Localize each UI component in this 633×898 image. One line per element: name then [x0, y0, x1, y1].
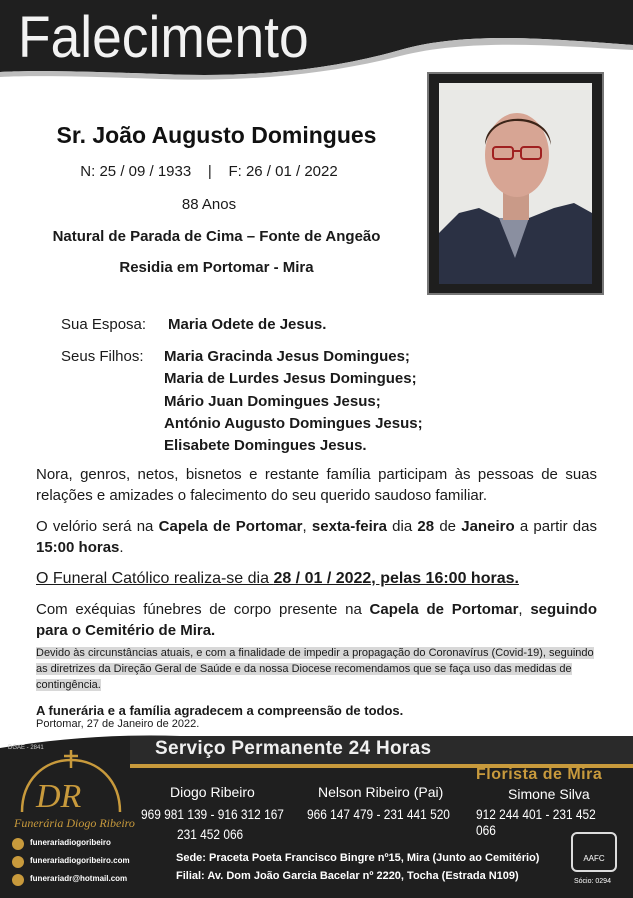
child-name: Mário Juan Domingues Jesus; [164, 393, 381, 410]
instagram-icon [12, 856, 24, 868]
contact-phones: 969 981 139 - 916 312 167 [141, 806, 284, 822]
funeral-info: O Funeral Católico realiza-se dia 28 / 01 / 2022, pelas 16:00 horas. [36, 570, 519, 587]
place-date: Portomar, 27 de Janeiro de 2022. [36, 718, 200, 730]
logo-name: Funerária Diogo Ribeiro [14, 816, 135, 830]
family-announcement: Nora, genros, netos, bisnetos e restante família participam às pessoas de suas relações e amizades o falecimento do seu querido saudoso familiar. [36, 466, 597, 504]
spouse-label: Sua Esposa: [61, 316, 147, 333]
logo-letters: DR [36, 778, 82, 815]
wake-info: O velório será na Capela de Portomar, sexta-feira dia 28 de Janeiro a partir das 15:00 horas. [36, 518, 597, 556]
contact-phones: 912 244 401 - 231 452 066 [476, 806, 596, 838]
spouse-name: Maria Odete de Jesus. [168, 316, 327, 333]
badge-text: AAFC [583, 854, 605, 863]
birthplace: Natural de Parada de Cima – Fonte de Angeão [52, 228, 381, 245]
social-link[interactable]: funerariadr@hotmail.com [30, 874, 128, 883]
contact-name: Nelson Ribeiro (Pai) [318, 784, 444, 800]
child-name: António Augusto Domingues Jesus; [164, 415, 423, 432]
portrait-image [439, 83, 592, 284]
contact-phones: 231 452 066 [177, 826, 244, 842]
deceased-name: Sr. João Augusto Domingues [56, 122, 377, 148]
contact-phones: 966 147 479 - 231 441 520 [307, 806, 450, 822]
florist-name: Florista de Mira [476, 766, 603, 783]
page-title: Falecimento [18, 5, 309, 70]
exequies-info: Com exéquias fúnebres de corpo presente na Capela de Portomar, seguindo para o Cemitério de Mira. [36, 601, 597, 639]
facebook-icon [12, 838, 24, 850]
sede-address: Sede: Praceta Poeta Francisco Bingre nº15, Mira (Junto ao Cemitério) [176, 852, 540, 864]
social-link[interactable]: funerariadiogoribeiro.com [30, 856, 130, 865]
child-name: Maria de Lurdes Jesus Domingues; [164, 370, 417, 387]
portrait-photo [427, 72, 604, 295]
thanks-note: A funerária e a família agradecem a compreensão de todos. [36, 703, 404, 718]
filial-address: Filial: Av. Dom João Garcia Bacelar nº 2220, Tocha (Estrada N109) [176, 870, 519, 882]
child-name: Elisabete Domingues Jesus. [164, 437, 367, 454]
birth-death-dates: N: 25 / 09 / 1933 | F: 26 / 01 / 2022 [80, 163, 338, 180]
dgae-code: DGAE - 2841 [8, 745, 44, 751]
member-number: Sócio: 0294 [574, 878, 611, 885]
contact-name: Diogo Ribeiro [170, 784, 255, 800]
contact-name: Simone Silva [508, 786, 590, 802]
age: 88 Anos [181, 196, 237, 213]
child-name: Maria Gracinda Jesus Domingues; [164, 348, 410, 365]
social-link[interactable]: funerariadiogoribeiro [30, 838, 111, 847]
association-badge [571, 832, 617, 872]
children-label: Seus Filhos: [61, 348, 144, 365]
residence: Residia em Portomar - Mira [119, 259, 314, 276]
service-banner: Serviço Permanente 24 Horas [155, 738, 432, 759]
email-icon [12, 874, 24, 886]
covid-notice: Devido às circunstâncias atuais, e com a finalidade de impedir a propagação do Coronavírus (Covid-19), seguindo as diretrizes da Direção Geral de Saúde e da nossa Diocese recomendamos que se faça uso das medidas de contingência. [36, 647, 594, 691]
